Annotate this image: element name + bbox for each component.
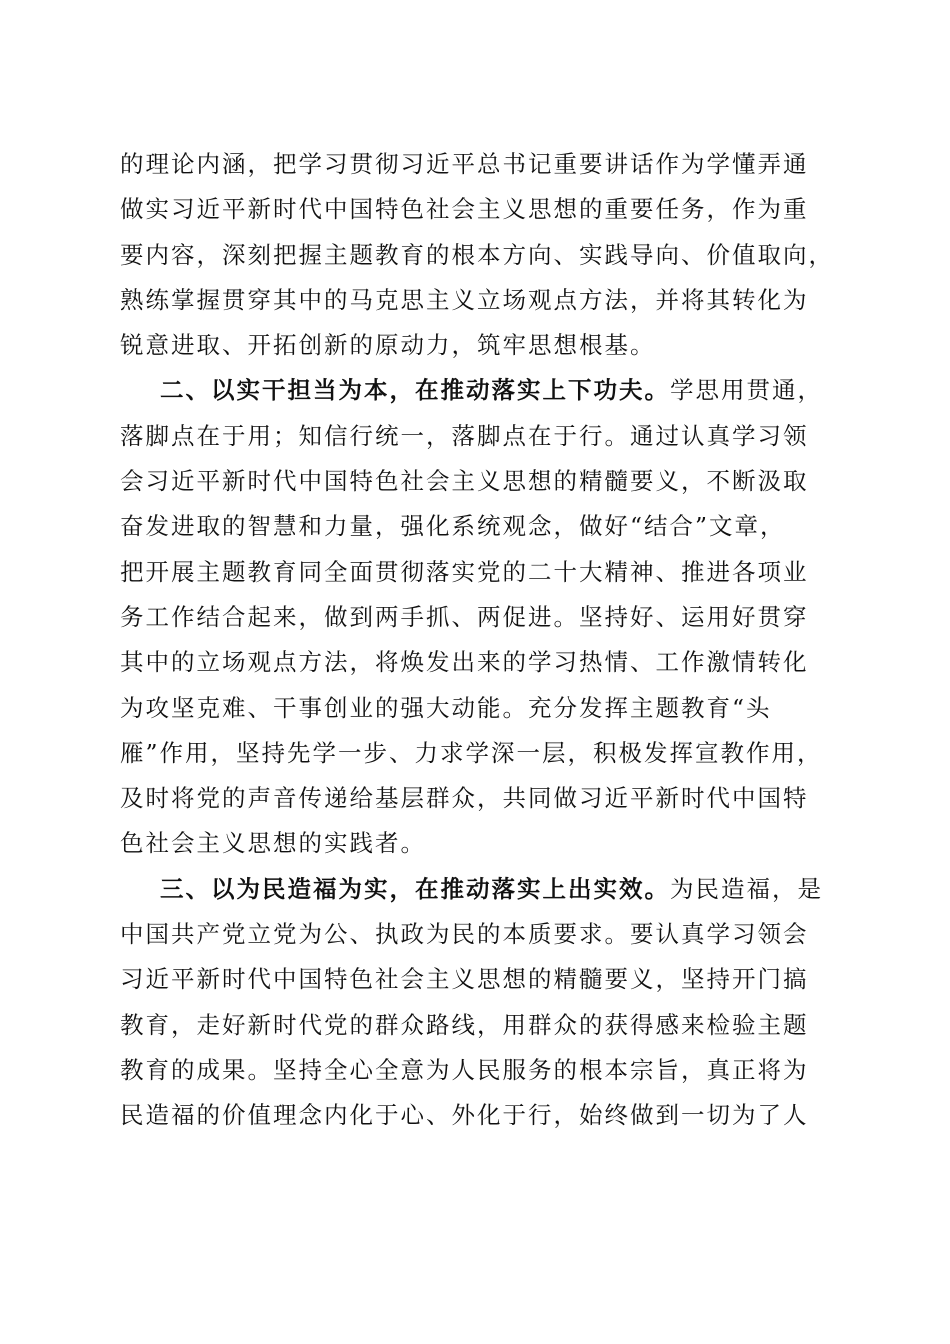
text-line: 教育的成果。坚持全心全意为人民服务的根本宗旨，真正将为: [120, 1055, 809, 1084]
paragraph-3: [120, 867, 830, 1139]
text-line: 其中的立场观点方法，将焕发出来的学习热情、工作激情转化: [120, 648, 809, 677]
text-line: 要内容，深刻把握主题教育的根本方向、实践导向、价值取向，: [120, 240, 834, 269]
paragraph-2: [120, 368, 830, 866]
heading-continuation: 为民造福，是: [670, 874, 823, 903]
text-line: 雁”作用，坚持先学一步、力求学深一层，积极发挥宣教作用，: [120, 738, 823, 767]
text-line: 为攻坚克难、干事创业的强大动能。充分发挥主题教育“头: [120, 693, 772, 722]
text-line: 中国共产党立党为公、执政为民的本质要求。要认真学习领会: [120, 920, 809, 949]
text-line: 色社会主义思想的实践者。: [120, 829, 426, 858]
text-line: 熟练掌握贯穿其中的马克思主义立场观点方法，并将其转化为: [120, 285, 809, 314]
heading-continuation: 学思用贯通，: [670, 376, 823, 405]
text-line: 习近平新时代中国特色社会主义思想的精髓要义，坚持开门搞: [120, 965, 809, 994]
paragraph-1: [120, 142, 834, 368]
paragraph-first-line: [120, 368, 830, 413]
text-line: 会习近平新时代中国特色社会主义思想的精髓要义，不断汲取: [120, 467, 809, 496]
text-line: 锐意进取、开拓创新的原动力，筑牢思想根基。: [120, 331, 656, 360]
text-line: 做实习近平新时代中国特色社会主义思想的重要任务，作为重: [120, 195, 809, 224]
text-line: 把开展主题教育同全面贯彻落实党的二十大精神、推进各项业: [120, 557, 809, 586]
paragraph-first-line: [120, 867, 830, 912]
text-line: 民造福的价值理念内化于心、外化于行，始终做到一切为了人: [120, 1101, 809, 1130]
document-body: [120, 142, 834, 1139]
text-line: 的理论内涵，把学习贯彻习近平总书记重要讲话作为学懂弄通: [120, 150, 809, 178]
section-heading: 三、以为民造福为实，在推动落实上出实效。: [160, 874, 670, 903]
text-line: 务工作结合起来，做到两手抓、两促进。坚持好、运用好贯穿: [120, 602, 809, 631]
text-line: 落脚点在于用；知信行统一，落脚点在于行。通过认真学习领: [120, 421, 809, 450]
text-line: 教育，走好新时代党的群众路线，用群众的获得感来检验主题: [120, 1010, 809, 1039]
text-line: 奋发进取的智慧和力量，强化系统观念，做好“结合”文章，: [120, 512, 786, 541]
text-line: 及时将党的声音传递给基层群众，共同做习近平新时代中国特: [120, 784, 809, 813]
section-heading: 二、以实干担当为本，在推动落实上下功夫。: [160, 376, 670, 405]
